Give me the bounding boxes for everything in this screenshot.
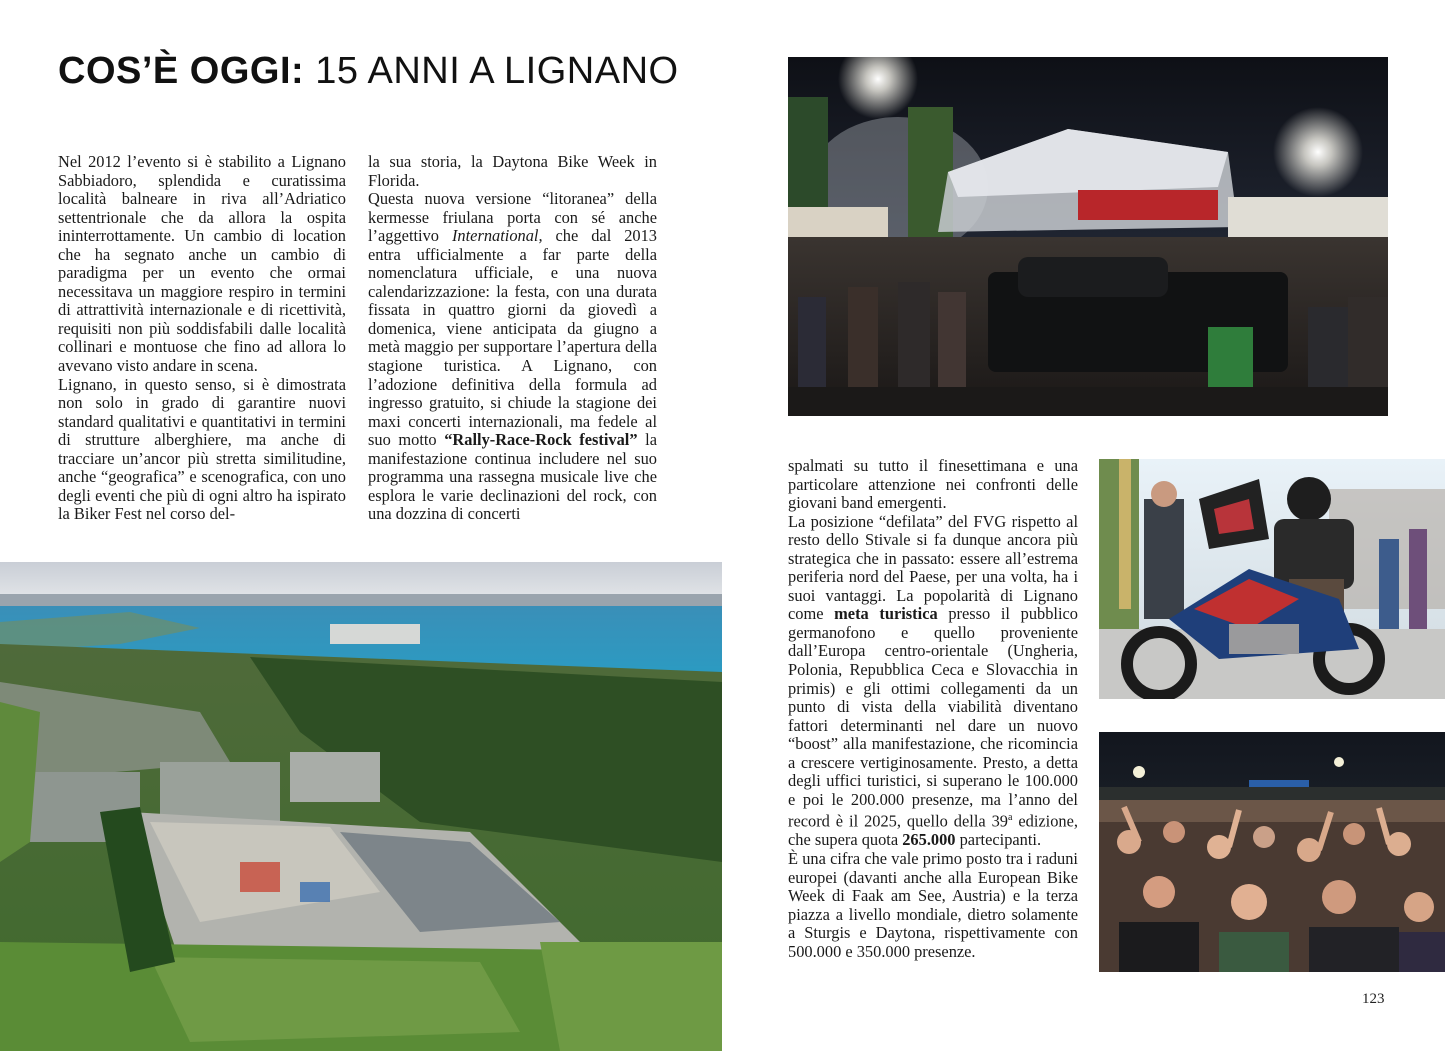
biker-photo [1099, 459, 1445, 699]
paragraph: Nel 2012 l’evento si è stabilito a Lignano Sabbiadoro, splendida e curatissima località balneare in riva all’Adriatico settentrionale che da allora la ospita ininterrottamente. Un cambio di location che ha segnato anche un cambio di paradigma per un evento che ormai necessitava un maggiore respiro in termini di attrattività internazionale e di ricettività, requisiti non più soddisfabili dalle località collinari e montuose che fino ad allora lo avevano visto andare in scena. [58, 153, 346, 376]
page-number: 123 [1362, 991, 1385, 1007]
paragraph: la sua storia, la Daytona Bike Week in Florida. [368, 153, 657, 190]
concert-crowd-photo [1099, 732, 1445, 972]
motto: “Rally-Race-Rock festival” [444, 430, 638, 450]
paragraph: È una cifra che vale primo posto tra i raduni europei (davanti anche alla European Bike Week di Faak am See, Austria) e la terza piazza a livello mondiale, dietro solamente a Sturgis e Daytona, rispettivamente con 500.000 e 350.000 presenze. [788, 848, 1078, 961]
text-column-2 [368, 153, 657, 525]
paragraph: Lignano, in questo senso, si è dimostrata non solo in grado di garantire nuovi standard qualitativi e quantitativi in termini di strutture alberghiere, ma anche di tracciare un’ancor più stretta similitudine, anche “geografica” e scenografica, con uno degli eventi che più di ogni altro ha ispirato la Biker Fest nel corso del- [58, 374, 346, 524]
aerial-lignano-photo [0, 562, 722, 1051]
page-title [58, 50, 679, 93]
title-regular: 15 ANNI A LIGNANO [304, 50, 679, 92]
paragraph: La posizione “defilata” del FVG rispetto al resto dello Stivale si fa dunque ancora più strategica che in passato: essere all’estrema periferia nord del Paese, per una volta, ha i suoi vantaggi. La popolarità di Lignano come meta turistica presso il pubblico germanofono e quello proveniente dall’Europa centro-orientale (Ungheria, Polonia, Repubblica Ceca e Slovacchia in primis) e gli ottimi collegamenti da un punto di vista della viabilità diventano fattori determinanti nel dare un nuovo “boost” alla manifestazione, che ricomincia a crescere vertiginosamente. Presto, a detta degli uffici turistici, si superano le 100.000 e poi le 200.000 presenze, ma l’anno del record è il 2025, quello della 39$^a$ edizione, che supera quota 265.000 partecipanti. [788, 511, 1078, 850]
title-bold: COS’È OGGI: [58, 50, 305, 92]
text-column-3 [788, 457, 1078, 979]
text-column-1 [58, 153, 346, 525]
night-crowd-photo [788, 57, 1388, 416]
paragraph: Questa nuova versione “litoranea” della kermesse friulana porta con sé anche l’aggettivo International, che dal 2013 entra ufficialmente a far parte della nomenclatura ufficiale, e una nuova calendarizzazione: la festa, con una durata fissata in quattro giorni da giovedì a domenica, viene anticipata da giugno a metà maggio per supportare l’apertura della stagione turistica. A Lignano, con l’adozione definitiva della formula ad ingresso gratuito, si chiude la stagione dei maxi concerti internazionali, ma fedele al suo motto “Rally-Race-Rock festival” la manifestazione continua includere nel suo programma una rassegna musicale live che esplora le varie declinazioni del rock, con una dozzina di concerti [368, 189, 657, 524]
paragraph: spalmati su tutto il finesettimana e una particolare attenzione nei confronti delle giovani band emergenti. [788, 457, 1078, 513]
